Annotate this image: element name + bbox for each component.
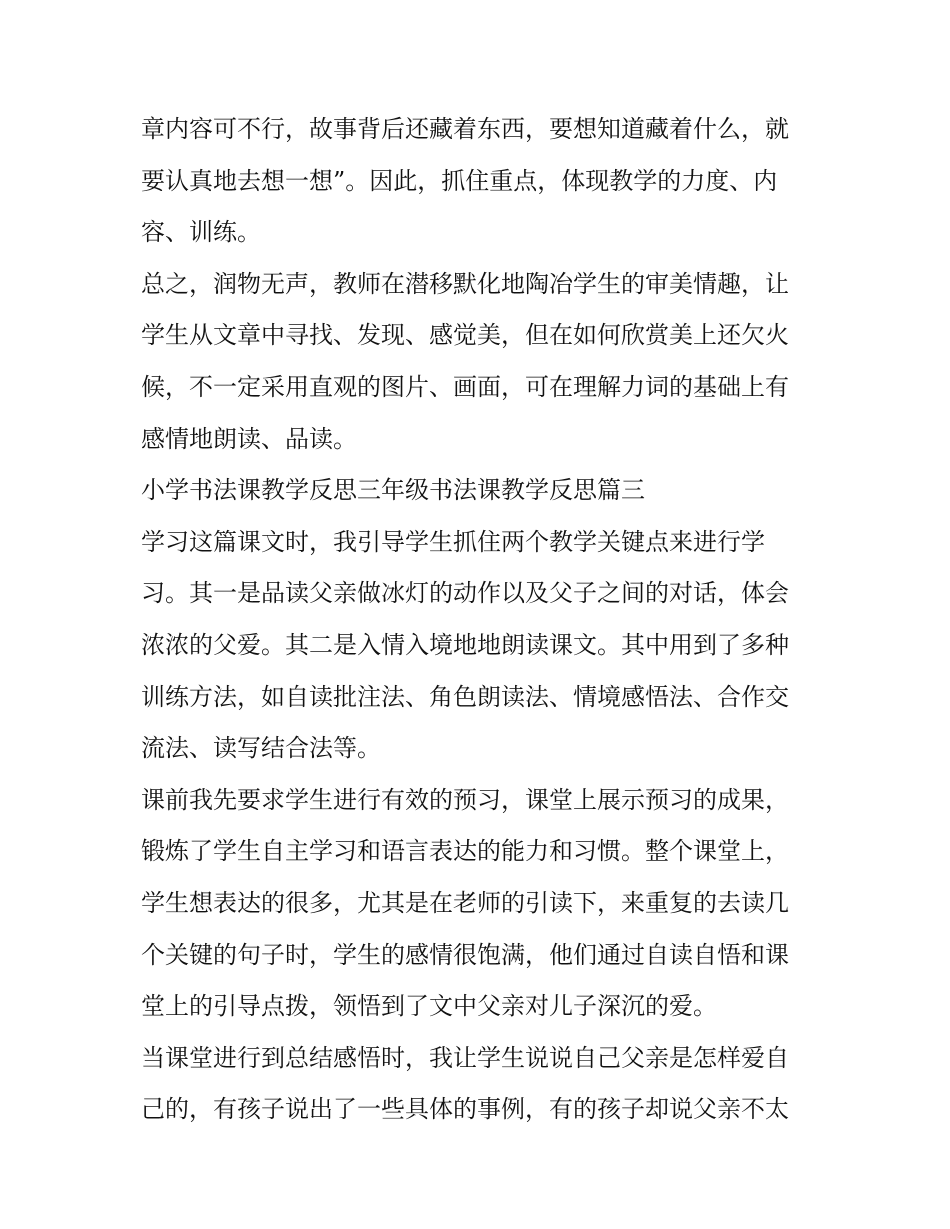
text-line: 锻炼了学生自主学习和语言表达的能力和习惯。整个课堂上， <box>141 837 789 866</box>
text-line: 感情地朗读、品读。 <box>141 424 357 453</box>
paragraph-1 <box>141 104 813 259</box>
text-line: 学生从文章中寻找、发现、感觉美，但在如何欣赏美上还欠火 <box>141 321 789 350</box>
text-line: 容、训练。 <box>141 218 261 247</box>
text-line: 学生想表达的很多，尤其是在老师的引读下，来重复的去读几 <box>141 888 789 917</box>
text-line: 己的，有孩子说出了一些具体的事例，有的孩子却说父亲不太 <box>141 1095 789 1124</box>
text-line: 学习这篇课文时，我引导学生抓住两个教学关键点来进行学 <box>141 527 765 556</box>
paragraph-5 <box>141 1033 813 1136</box>
text-line: 课前我先要求学生进行有效的预习，课堂上展示预习的成果， <box>141 785 789 814</box>
text-line: 个关键的句子时，学生的感情很饱满，他们通过自读自悟和课 <box>141 940 789 969</box>
text-line: 堂上的引导点拨，领悟到了文中父亲对儿子深沉的爱。 <box>141 992 717 1021</box>
text-line: 习。其一是品读父亲做冰灯的动作以及父子之间的对话，体会 <box>141 579 789 608</box>
text-line: 浓浓的父爱。其二是入情入境地地朗读课文。其中用到了多种 <box>141 630 789 659</box>
heading-line: 小学书法课教学反思三年级书法课教学反思篇三 <box>141 476 645 505</box>
paragraph-4 <box>141 775 813 1033</box>
text-line: 当课堂进行到总结感悟时，我让学生说说自己父亲是怎样爱自 <box>141 1043 789 1072</box>
paragraph-3 <box>141 517 813 775</box>
section-heading <box>141 465 813 517</box>
text-line: 流法、读写结合法等。 <box>141 734 381 763</box>
text-line: 章内容可不行，故事背后还藏着东西，要想知道藏着什么，就 <box>141 115 789 143</box>
text-line: 要认真地去想一想”。因此，抓住重点，体现教学的力度、内 <box>141 166 778 195</box>
document-body <box>141 104 813 1136</box>
text-line: 总之，润物无声，教师在潜移默化地陶冶学生的审美情趣，让 <box>141 269 789 298</box>
paragraph-2 <box>141 259 813 465</box>
text-line: 候，不一定采用直观的图片、画面，可在理解力词的基础上有 <box>141 372 789 401</box>
text-line: 训练方法，如自读批注法、角色朗读法、情境感悟法、合作交 <box>141 682 789 711</box>
